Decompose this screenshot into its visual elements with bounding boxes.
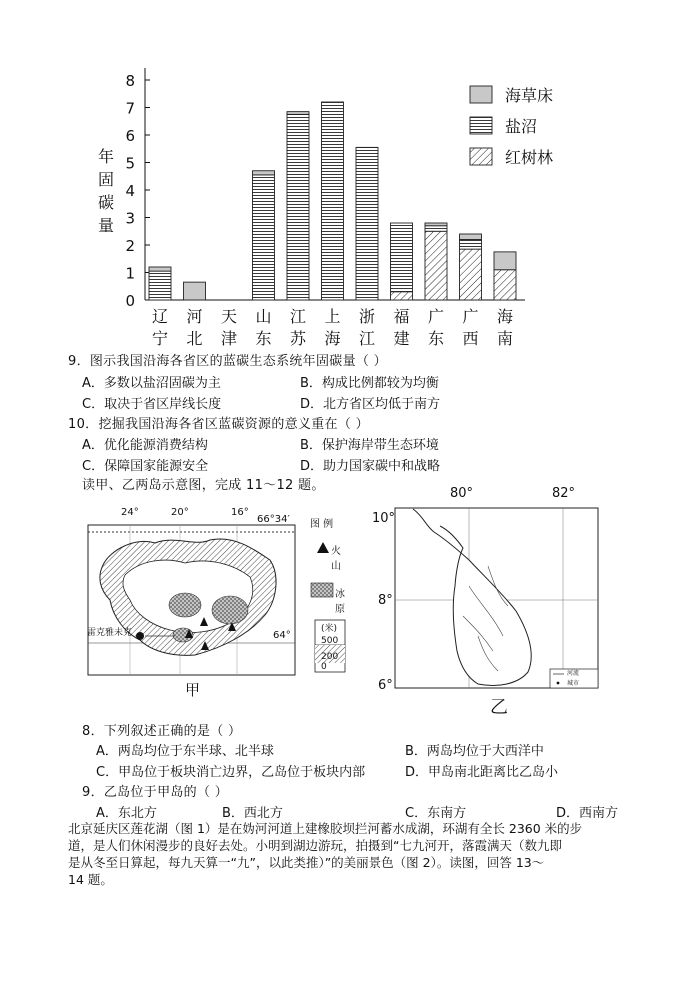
- x-tick-label: 辽: [151, 307, 169, 326]
- bar-segment: [149, 267, 171, 271]
- y-tick-label: 5: [125, 154, 135, 173]
- y-axis-label-char: 碳: [97, 193, 115, 212]
- y-axis-label: [98, 147, 114, 235]
- bar-segment: [253, 175, 275, 300]
- x-tick-label: 上: [324, 307, 341, 326]
- bars: [149, 102, 516, 300]
- stacked-bar-chart: [0, 0, 696, 350]
- x-tick-label: 福: [393, 307, 410, 326]
- question-8-option-a: A．两岛均位于东半球、北半球: [96, 744, 274, 759]
- y-tick-label: 3: [125, 209, 135, 228]
- legend-river-label: 河流: [567, 670, 580, 677]
- legend-swatch: [470, 148, 492, 165]
- bar-segment: [287, 112, 309, 115]
- legend-label: 海草床: [505, 86, 554, 105]
- x-tick-label: 东: [427, 329, 445, 348]
- x-tick-label: 天: [220, 307, 238, 326]
- passage-line-2: 道，是人们休闲漫步的良好去处。小明到湖边游玩，拍摄到“七九河开，落霞满天（数九即: [68, 838, 562, 853]
- question-9b-option-c: C．东南方: [405, 806, 467, 821]
- legend-ice-label: 冰原: [335, 589, 345, 615]
- legend-label: 红树林: [505, 148, 554, 167]
- legend-unit: (米): [321, 624, 338, 634]
- y-tick-label: 2: [125, 237, 135, 255]
- y-tick-label: 7: [125, 99, 135, 118]
- question-10-option-d: D．助力国家碳中和战略: [300, 459, 441, 474]
- question-10-stem: 10．挖掘我国沿海各省区蓝碳资源的意义重在（ ）: [68, 417, 369, 432]
- lon-label-82: 82°: [552, 486, 576, 501]
- legend-title: 图 例: [310, 519, 334, 530]
- question-9b-stem: 9．乙岛位于甲岛的（ ）: [82, 785, 229, 800]
- x-tick-label: 苏: [289, 329, 307, 348]
- y-tick-label: 8: [125, 72, 135, 90]
- lat-label-64: 64°: [273, 630, 291, 641]
- legend-500: 500: [321, 636, 339, 646]
- legend-swatch: [470, 86, 492, 103]
- y-tick-label: 0: [125, 292, 135, 310]
- bar-segment: [425, 223, 447, 226]
- bar-segment: [460, 234, 482, 240]
- lon-label-24: 24°: [121, 507, 139, 518]
- legend-0: 0: [321, 662, 327, 672]
- bar-segment: [253, 171, 275, 175]
- x-tick-label: 东: [255, 329, 272, 348]
- question-8-option-d: D．甲岛南北距离比乙岛小: [405, 765, 559, 780]
- lat-label-10: 10°: [372, 511, 396, 526]
- legend-swatch: [470, 117, 492, 134]
- question-9a-option-b: B．构成比例都较为均衡: [300, 376, 439, 391]
- y-axis-label-char: 年: [97, 147, 115, 166]
- x-tick-label: 江: [358, 329, 376, 348]
- x-tick-label: 南: [496, 329, 514, 348]
- x-tick-label: 广: [427, 307, 445, 326]
- question-9a-stem: 9．图示我国沿海各省区的蓝碳生态系统年固碳量（ ）: [68, 354, 387, 369]
- question-8-stem: 8．下列叙述正确的是（ ）: [82, 724, 242, 739]
- bar-segment: [425, 231, 447, 300]
- bar-segment: [425, 226, 447, 232]
- bar-segment: [184, 282, 206, 300]
- reading-passage: [68, 820, 688, 888]
- y-tick-label: 6: [125, 127, 135, 145]
- y-tick-label: 1: [125, 264, 135, 283]
- bar-segment: [494, 252, 516, 270]
- map-jia-caption: 甲: [185, 681, 201, 699]
- question-8-option-b: B．两岛均位于大西洋中: [405, 744, 544, 759]
- x-tick-label: 建: [393, 329, 410, 348]
- x-tick-label: 浙: [358, 307, 376, 326]
- y-axis-label-char: 量: [97, 216, 115, 235]
- question-10-option-a: A．优化能源消费结构: [82, 438, 208, 453]
- lat-label-66: 66°34′: [257, 514, 290, 525]
- passage-line-1: 北京延庆区莲花湖（图 1）是在妫河河道上建橡胶坝拦河蓄水成湖，环湖有全长 2360 米的步: [68, 821, 583, 836]
- bar-segment: [287, 114, 309, 300]
- x-tick-label: 西: [462, 329, 479, 348]
- lat-label-6: 6°: [378, 678, 393, 693]
- y-tick-label: 4: [125, 182, 135, 200]
- passage-line-4: 14 题。: [68, 872, 113, 887]
- bar-segment: [391, 292, 413, 300]
- map-yi: [368, 486, 608, 716]
- x-tick-labels: [152, 307, 513, 348]
- x-tick-label: 海: [496, 307, 514, 326]
- question-9b-option-d: D．西南方: [556, 806, 619, 821]
- question-8-option-c: C．甲岛位于板块消亡边界，乙岛位于板块内部: [96, 765, 366, 780]
- legend-label: 盐沼: [505, 117, 538, 136]
- chart-legend: [470, 86, 553, 167]
- x-tick-label: 河: [186, 307, 203, 326]
- bar-segment: [460, 249, 482, 300]
- question-9a-option-d: D．北方省区均低于南方: [300, 397, 441, 412]
- map-yi-caption: 乙: [490, 697, 508, 718]
- legend-volcano-label: 火山: [331, 546, 341, 572]
- city-label: 雷克雅未克: [87, 628, 133, 638]
- bar-segment: [391, 223, 413, 292]
- x-tick-label: 海: [324, 329, 341, 348]
- maps-intro: 读甲、乙两岛示意图，完成 11～12 题。: [82, 478, 325, 493]
- lon-label-80: 80°: [450, 486, 474, 501]
- x-tick-label: 江: [289, 307, 307, 326]
- bar-segment: [460, 240, 482, 250]
- lat-label-8: 8°: [378, 593, 393, 608]
- x-tick-label: 山: [255, 307, 272, 326]
- x-tick-label: 北: [186, 329, 203, 348]
- x-tick-label: 津: [220, 329, 238, 348]
- question-9a-option-a: A．多数以盐沼固碳为主: [82, 376, 221, 391]
- legend-city-label: 城市: [567, 680, 580, 687]
- bar-segment: [149, 271, 171, 300]
- x-tick-label: 广: [462, 307, 479, 326]
- question-10-option-c: C．保障国家能源安全: [82, 459, 209, 474]
- bar-segment: [356, 147, 378, 300]
- x-tick-label: 宁: [151, 329, 169, 348]
- question-10-option-b: B．保护海岸带生态环境: [300, 438, 439, 453]
- question-9b-option-b: B．西北方: [222, 806, 283, 821]
- bar-segment: [322, 102, 344, 300]
- passage-line-3: 是从冬至日算起，每九天算一“九”，以此类推）”的美丽景色（图 2）。读图，回答 13～: [68, 855, 545, 870]
- lon-label-16: 16°: [231, 507, 249, 518]
- bar-segment: [494, 270, 516, 300]
- question-9b-option-a: A．东北方: [96, 806, 157, 821]
- y-axis-label-char: 固: [97, 170, 115, 189]
- question-9a-option-c: C．取决于省区岸线长度: [82, 397, 222, 412]
- legend-200: 200: [321, 652, 339, 662]
- map-jia: [85, 505, 350, 720]
- lon-label-20: 20°: [171, 507, 189, 518]
